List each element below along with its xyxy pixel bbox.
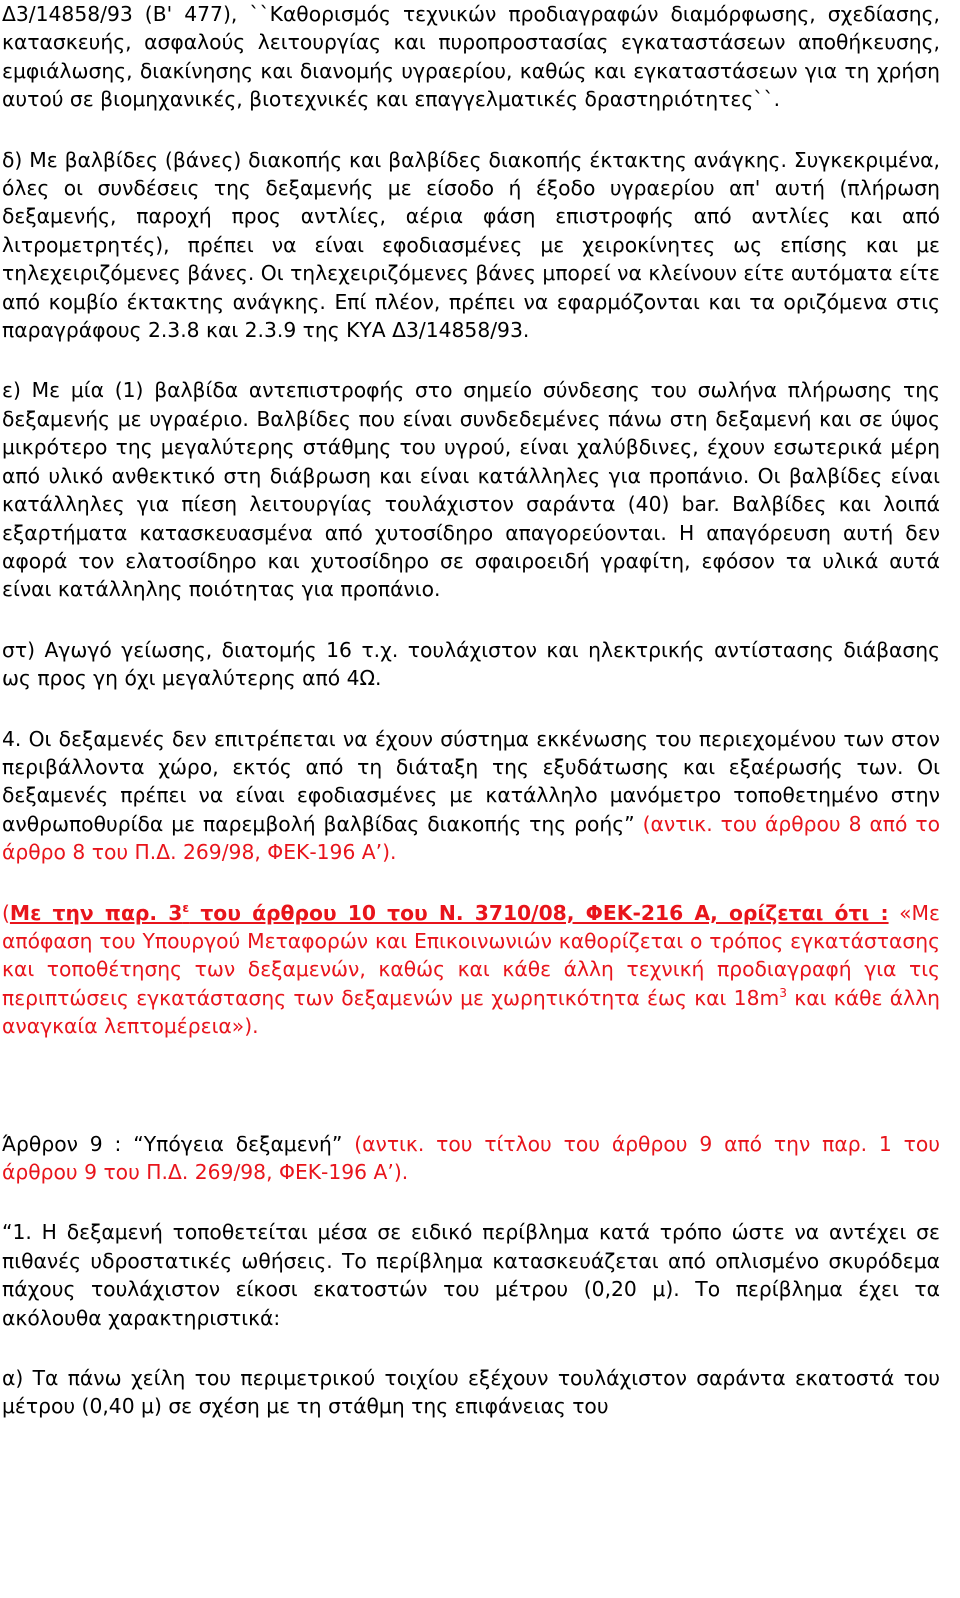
- paragraph-e-check-valve: ε) Με μία (1) βαλβίδα αντεπιστροφής στο σημείο σύνδεσης του σωλήνα πλήρωσης της δεξαμενής με υγραέριο. Βαλβίδες που είναι συνδεδεμένες πάνω στη δεξαμενή και σε ύψος μικρότερο της μεγαλύτερης στάθμης του υγρού, είναι χαλύβδινες, έχουν εσωτερικά μέρη από υλικό ανθεκτικό στη διάβρωση και είναι κατάλληλες για προπάνιο. Οι βαλβίδες είναι κατάλληλες για πίεση λειτουργίας τουλάχιστον σαράντα (40) bar. Βαλβίδες και λοιπά εξαρτήματα κατασκευασμένα από χυτοσίδηρο απαγορεύονται. Η απαγόρευση αυτή δεν αφορά τον ελατοσίδηρο και χυτοσίδηρο σε σφαιροειδή γραφίτη, εφόσον τα υλικά αυτά είναι κατάλληλης ποιότητας για προπάνιο.: [2, 378, 940, 602]
- paragraph-law-3710: [2, 899, 940, 1041]
- law-reference-superscript: ε: [182, 900, 190, 915]
- paragraph-kya-reference: Δ3/14858/93 (Β' 477), ``Καθορισμός τεχνικών προδιαγραφών διαμόρφωσης, σχεδίασης, κατασκευής, ασφαλούς λειτουργίας και πυροπροστασίας εγκαταστάσεων αποθήκευσης, εμφιάλωσης, διακίνησης και διανομής υγραερίου, καθώς και εγκαταστάσεων για τη χρήση αυτού σε βιομηχανικές, βιοτεχνικές και επαγγελματικές δραστηριότητες``.: [2, 2, 940, 112]
- cubic-superscript: 3: [779, 986, 787, 1001]
- open-paren: (: [2, 900, 10, 925]
- law-quote-end: και κάθε άλλη αναγκαία λεπτομέρεια»).: [2, 985, 940, 1039]
- paragraph-a-walls: α) Τα πάνω χείλη του περιμετρικού τοιχίου εξέχουν τουλάχιστον σαράντα εκατοστά του μέτρου (0,40 μ) σε σχέση με τη στάθμη της επιφάνειας του: [2, 1366, 940, 1419]
- law-reference: [10, 901, 889, 925]
- paragraph-st-grounding: στ) Αγωγό γείωσης, διατομής 16 τ.χ. τουλάχιστον και ηλεκτρικής αντίστασης διάβασης ως προς γη όχι μεγαλύτερης από 4Ω.: [2, 637, 940, 691]
- paragraph-1-enclosure: “1. Η δεξαμενή τοποθετείται μέσα σε ειδικό περίβλημα κατά τρόπο ώστε να αντέχει σε πιθανές υδροστατικές ωθήσεις. Το περίβλημα κατασκευάζεται από οπλισμένο σκυρόδεμα πάχους τουλάχιστον είκοσι εκατοστών του μέτρου (0,20 μ). Το περίβλημα έχει τα ακόλουθα χαρακτηριστικά:: [2, 1220, 940, 1330]
- amendment-note: (αντικ. του άρθρου 8 από το άρθρο 8 του Π.Δ. 269/98, ΦΕΚ-196 Α’).: [2, 811, 940, 865]
- law-quote: «Με απόφαση του Υπουργού Μεταφορών και Επικοινωνιών καθορίζεται ο τρόπος εγκατάστασης και τοποθέτησης των δεξαμενών, καθώς και κάθε άλλη τεχνική προδιαγραφή για τις περιπτώσεις εγκατάστασης των δεξαμενών με χωρητικότητα έως και 18m: [2, 900, 940, 1010]
- article-9-heading: [2, 1130, 940, 1187]
- article-9-amendment: (αντικ. του τίτλου του άρθρου 9 από την παρ. 1 του άρθρου 9 του Π.Δ. 269/98, ΦΕΚ-196 Α’).: [2, 1131, 940, 1184]
- article-9-title: Άρθρον 9 : “Υπόγεια δεξαμενή”: [2, 1131, 343, 1156]
- law-reference-a: Με την παρ. 3: [9, 900, 183, 925]
- paragraph-d-valves: δ) Με βαλβίδες (βάνες) διακοπής και βαλβίδες διακοπής έκτακτης ανάγκης. Συγκεκριμένα, όλες οι συνδέσεις της δεξαμενής με είσοδο ή έξοδο υγραερίου απ' αυτή (πλήρωση δεξαμενής, παροχή προς αντλίες, αέρια φάση επιστροφής από αντλίες και από λιτρομετρητές), πρέπει να είναι εφοδιασμένες με χειροκίνητες ως επίσης και με τηλεχειριζόμενες βάνες. Οι τηλεχειριζόμενες βάνες μπορεί να κλείνουν είτε αυτόματα είτε από κομβίο έκτακτης ανάγκης. Επί πλέον, πρέπει να εφαρμόζονται και τα οριζόμενα στις παραγράφους 2.3.8 και 2.3.9 της ΚΥΑ Δ3/14858/93.: [2, 147, 940, 343]
- paragraph-4-text: 4. Οι δεξαμενές δεν επιτρέπεται να έχουν σύστημα εκκένωσης του περιεχομένου των στον περιβάλλοντα χώρο, εκτός από τη διάταξη της εξυδάτωσης και εξαέρωσής των. Οι δεξαμενές πρέπει να είναι εφοδιασμένες με κατάλληλο μανόμετρο τοποθετημένο στην ανθρωποθυρίδα με παρεμβολή βαλβίδας διακοπής της ροής”: [2, 726, 940, 836]
- paragraph-4-tanks: [2, 725, 940, 867]
- law-reference-b: του άρθρου 10 του Ν. 3710/08, ΦΕΚ-216 Α, ορίζεται ότι :: [189, 900, 889, 925]
